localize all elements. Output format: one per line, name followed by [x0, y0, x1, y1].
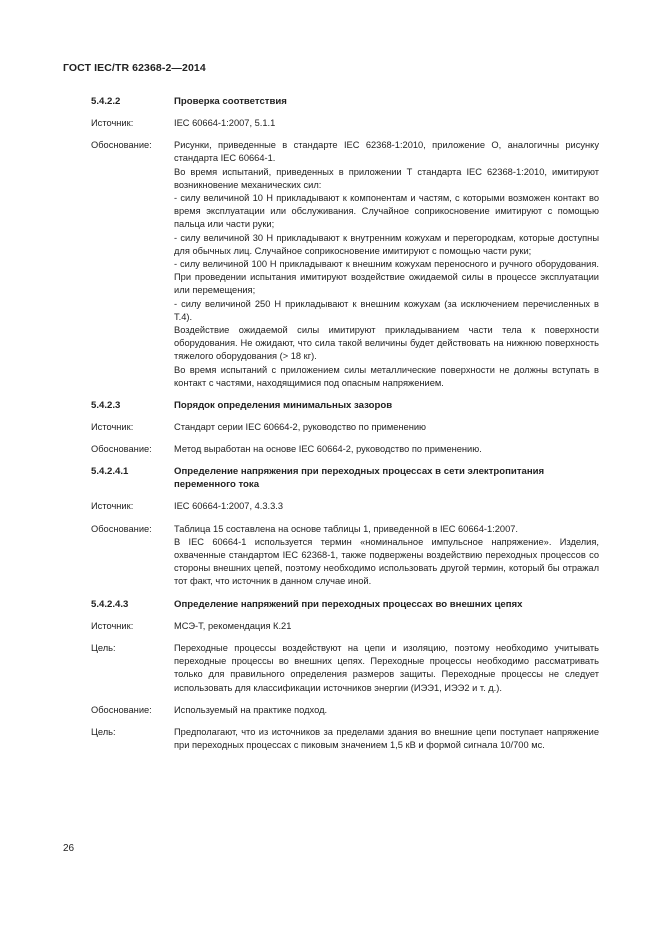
paragraph: В IEC 60664-1 используется термин «номинальное импульсное напряжение». Изделия, охваченные стандартом IEC 62368-1, также подвержены воздействию переходных процессов со стороны внешних цепей, поэтому необходимо использовать другой термин, который бы отражал тот факт, что источник в данном случае иной. [174, 536, 599, 587]
field-label: Источник: [91, 620, 134, 631]
field-text [174, 443, 599, 456]
field-row [91, 704, 599, 717]
field-row [91, 443, 599, 456]
field-text [174, 620, 599, 633]
document-body [91, 95, 599, 761]
paragraph: Стандарт серии IEC 60664-2, руководство по применению [174, 422, 427, 433]
section-title: Порядок определения минимальных зазоров [174, 400, 393, 412]
paragraph: Во время испытаний с приложением силы металлические поверхности не должны вступать в контакт с частями, находящимися под опасным напряжением. [174, 364, 599, 388]
paragraph: Предполагают, что из источников за пределами здания во внешние цепи поступает напряжение при переходных процессах с пиковым значением 1,5 кВ и формой сигнала 10/700 мс. [174, 726, 599, 751]
paragraph: Переходные процессы воздействуют на цепи и изоляцию, поэтому необходимо учитывать переходные процессы во внешних цепях. Переходные процессы необходимо рассматривать только для правильного определения размеров защиты. Переходные процессы не следует использовать для классификации источников энергии (ИЭЭ1, ИЭЭ2 и т. д.). [174, 642, 599, 693]
paragraph: - силу величиной 100 Н прикладывают к внешним кожухам переносного и ручного оборудования. При проведении испытания имитируют воздействие ожидаемой силы в процессе эксплуатации или перемещения; [174, 259, 599, 296]
paragraph: - силу величиной 10 Н прикладывают к компонентам и частям, с которыми возможен контакт во время эксплуатации или обслуживания. Случайное соприкосновение имитируют с помощью пальца или части руки; [174, 193, 599, 230]
paragraph: IEC 60664-1:2007, 5.1.1 [174, 118, 276, 128]
field-label: Обоснование: [91, 140, 152, 151]
field-row [91, 642, 599, 695]
section-heading [91, 598, 599, 611]
field-row [91, 117, 599, 130]
field-label: Цель: [91, 726, 116, 737]
field-row [91, 500, 599, 513]
paragraph: Используемый на практике подход. [174, 704, 328, 715]
field-text [174, 523, 599, 589]
paragraph: Воздействие ожидаемой силы имитируют прикладыванием части тела к поверхности оборудования. Не ожидают, что сила такой величины будет действовать на нижнюю поверхность тяжелого оборудования (> 18 кг). [174, 325, 599, 362]
field-text [174, 642, 599, 695]
paragraph: IEC 60664-1:2007, 4.3.3.3 [174, 501, 284, 512]
field-text [174, 117, 599, 130]
field-text [174, 500, 599, 513]
field-label: Обоснование: [91, 523, 152, 534]
paragraph: МСЭ-Т, рекомендация К.21 [174, 620, 292, 631]
section-number: 5.4.2.3 [91, 400, 121, 412]
field-label: Источник: [91, 118, 134, 128]
paragraph: - силу величиной 30 Н прикладывают к внутренним кожухам и перегородкам, которые доступны для обычных лиц. Случайное соприкосновение имитируют с помощью части руки; [174, 232, 599, 256]
field-row [91, 421, 599, 434]
page-number: 26 [63, 843, 75, 854]
paragraph: Рисунки, приведенные в стандарте IEC 62368-1:2010, приложение О, аналогичны рисунку стандарта IEC 60664-1. [174, 140, 599, 164]
paragraph: - силу величиной 250 Н прикладывают к внешним кожухам (за исключением перечисленных в Т.4). [174, 298, 599, 322]
section-number: 5.4.2.2 [91, 96, 121, 107]
document-header: ГОСТ IEC/TR 62368-2—2014 [63, 62, 206, 74]
field-label: Обоснование: [91, 704, 152, 715]
field-text [174, 421, 599, 434]
field-row [91, 726, 599, 752]
section-title: Определение напряжений при переходных процессах во внешних цепях [174, 598, 523, 610]
field-label: Источник: [91, 422, 134, 433]
field-text [174, 726, 599, 752]
field-row [91, 139, 599, 390]
paragraph: Таблица 15 составлена на основе таблицы 1, приведенной в IEC 60664-1:2007. [174, 523, 519, 534]
field-label: Цель: [91, 642, 116, 653]
field-label: Обоснование: [91, 444, 152, 455]
section-title: Проверка соответствия [174, 96, 287, 107]
section-heading [91, 95, 599, 108]
section-number: 5.4.2.4.3 [91, 598, 129, 610]
paragraph: Во время испытаний, приведенных в приложении Т стандарта IEC 62368-1:2010, имитируют возникновение механических сил: [174, 166, 599, 190]
section-heading [91, 399, 599, 412]
field-label: Источник: [91, 501, 134, 512]
section-title: Определение напряжения при переходных процессах в сети электропитания переменного тока [174, 466, 545, 491]
section-heading [91, 465, 599, 491]
field-row [91, 523, 599, 589]
field-text [174, 139, 599, 390]
section-number: 5.4.2.4.1 [91, 466, 129, 478]
paragraph: Метод выработан на основе IEC 60664-2, руководство по применению. [174, 444, 482, 455]
field-text [174, 704, 599, 717]
field-row [91, 620, 599, 633]
